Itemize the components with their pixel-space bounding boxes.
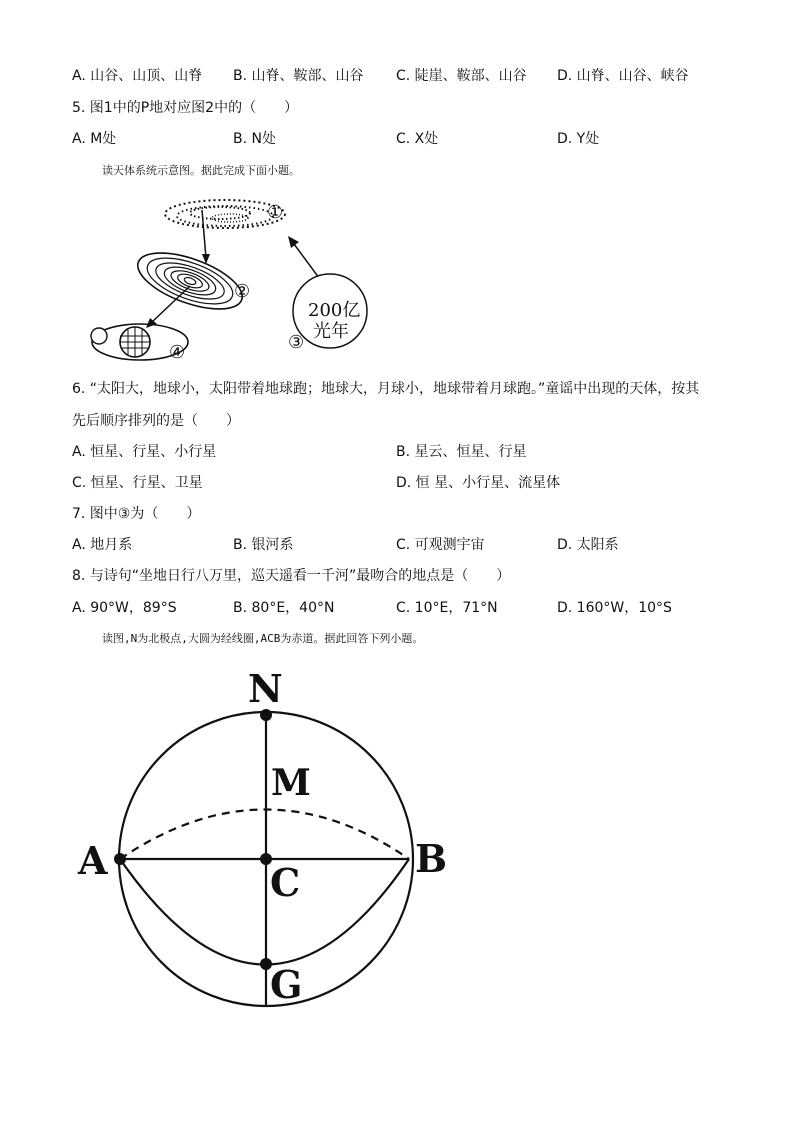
meridian-circle-figure: [70, 660, 460, 1010]
q6-option-a: A. 恒星、行星、小行星: [72, 444, 217, 460]
q7-stem: 7. 图中③为（ ）: [72, 506, 201, 522]
q7-option-b: B. 银河系: [233, 537, 294, 553]
equator-arc: [120, 859, 409, 965]
q5-option-d: D. Y处: [557, 131, 600, 147]
q5-option-c: C. X处: [396, 131, 439, 147]
intro-meridian-circle: 读图,N为北极点,大圆为经线圈,ACB为赤道。据此回答下列小题。: [102, 632, 424, 645]
q6-option-b: B. 星云、恒星、行星: [396, 444, 527, 460]
bubble-text-line2: 光年: [313, 321, 349, 342]
q7-option-c: C. 可观测宇宙: [396, 537, 485, 553]
q6-option-c: C. 恒星、行星、卫星: [72, 475, 203, 491]
q7-option-d: D. 太阳系: [557, 537, 619, 553]
label-m: M: [271, 762, 311, 804]
q6-stem-line1: 6. “太阳大，地球小，太阳带着地球跑；地球大，月球小，地球带着月球跑。”童谣中出现的天体，按其: [72, 381, 700, 397]
q4-option-d: D. 山脊、山谷、峡谷: [557, 68, 689, 84]
point-a: [114, 853, 126, 865]
q5-stem: 5. 图1中的P地对应图2中的（ ）: [72, 100, 299, 116]
intro-celestial-systems: 读天体系统示意图。据此完成下面小题。: [102, 164, 300, 177]
q8-option-b: B. 80°E，40°N: [233, 600, 335, 616]
q4-option-b: B. 山脊、鞍部、山谷: [233, 68, 364, 84]
label-a: A: [78, 838, 108, 883]
q6-option-d: D. 恒 星、小行星、流星体: [396, 475, 561, 491]
q8-option-c: C. 10°E，71°N: [396, 600, 498, 616]
label-4: ④: [169, 342, 186, 363]
label-n: N: [248, 666, 283, 711]
q7-option-a: A. 地月系: [72, 537, 133, 553]
q4-option-c: C. 陡崖、鞍部、山谷: [396, 68, 527, 84]
label-c: C: [270, 860, 301, 905]
solar-system-shape: [131, 242, 249, 321]
q4-option-a: A. 山谷、山顶、山脊: [72, 68, 203, 84]
label-3: ③: [288, 332, 305, 353]
label-1: ①: [267, 202, 284, 223]
label-g: G: [270, 962, 303, 1007]
label-b: B: [415, 836, 448, 881]
q8-option-a: A. 90°W，89°S: [72, 600, 177, 616]
dashed-arc: [120, 810, 409, 860]
q8-stem: 8. 与诗句“坐地日行八万里，巡天遥看一千河”最吻合的地点是（ ）: [72, 568, 511, 584]
q8-option-d: D. 160°W，10°S: [557, 600, 672, 616]
bubble-text-line1: 200亿: [308, 300, 361, 321]
q6-stem-line2: 先后顺序排列的是（ ）: [72, 413, 240, 429]
q5-option-b: B. N处: [233, 131, 276, 147]
label-2: ②: [234, 281, 251, 302]
q5-option-a: A. M处: [72, 131, 117, 147]
celestial-system-figure: [80, 186, 400, 371]
